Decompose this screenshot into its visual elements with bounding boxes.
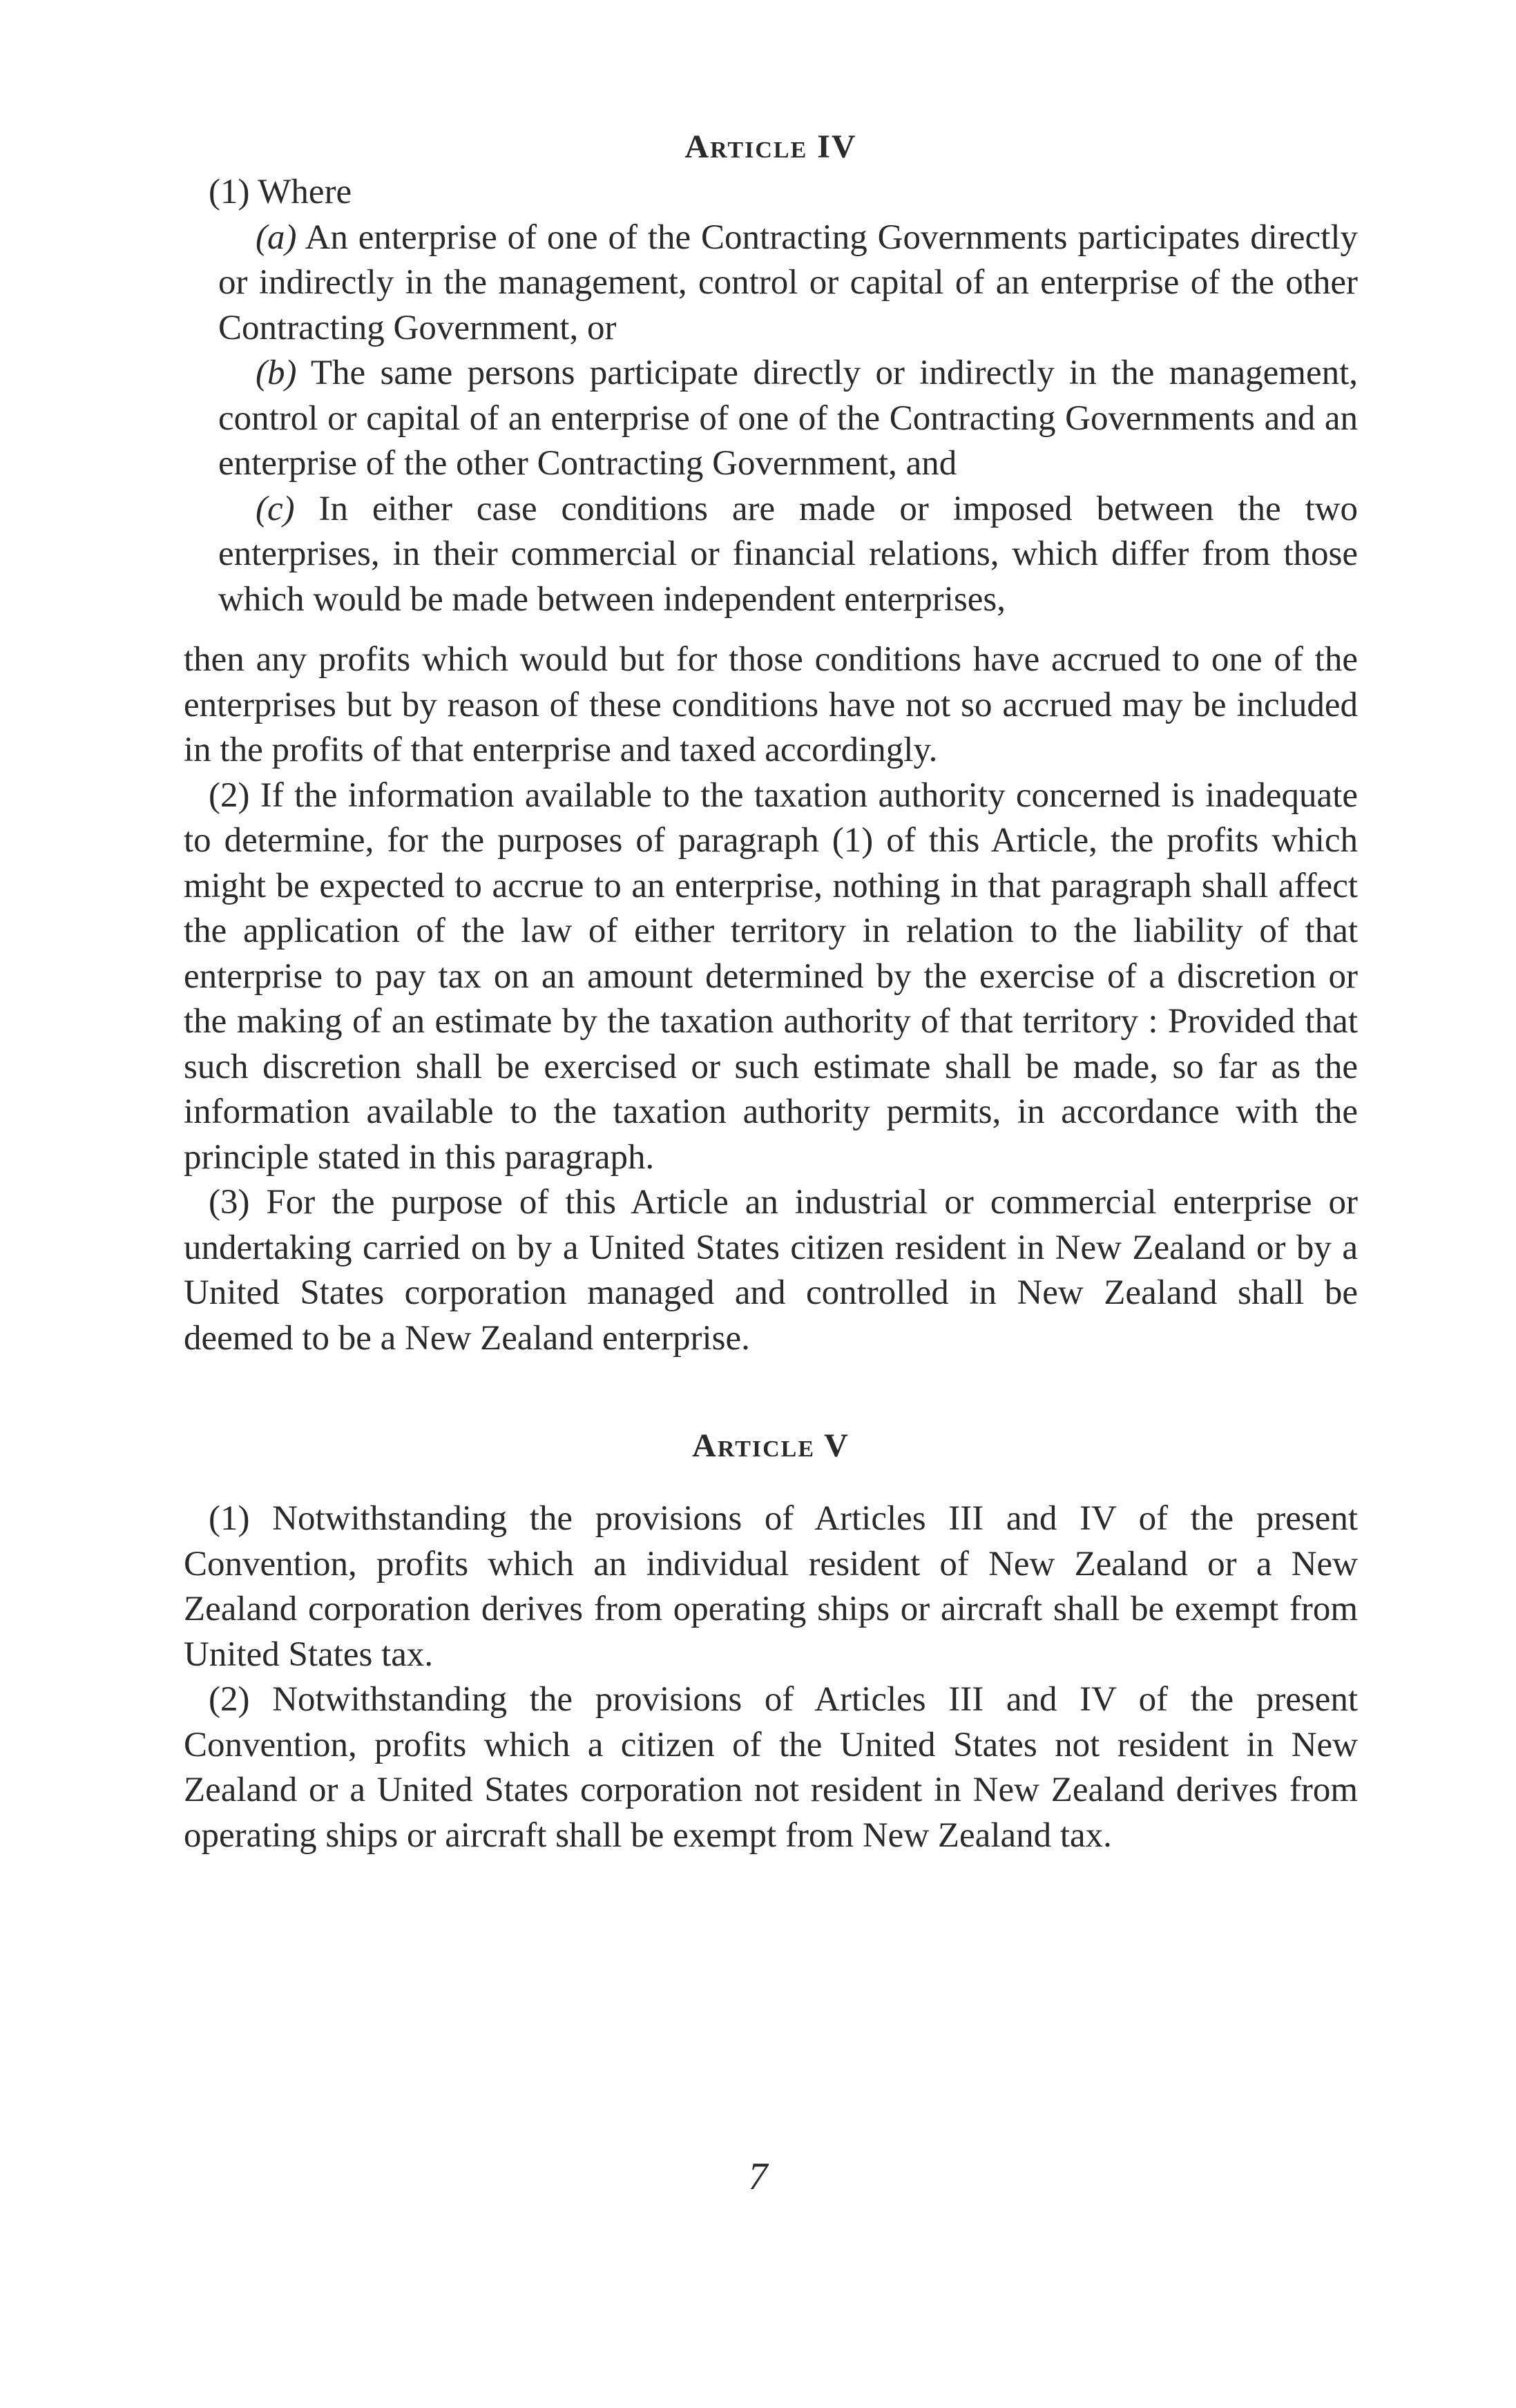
article-4-subclause-c <box>184 487 1358 623</box>
subclause-b-letter: (b) <box>256 354 297 392</box>
article-5-paragraph-2: (2) Notwithstanding the provisions of Articles III and IV of the present Convention, profits which a citizen of the United States not resident in New Zealand or a United States corporation not resident in New Zealand derives from operating ships or aircraft shall be exempt from New Zealand tax. <box>184 1680 1358 1855</box>
subclause-c-text: In either case conditions are made or imposed between the two enterprises, in their commercial or financial relations, which differ from those which would be made between independent enterprises, <box>218 489 1358 619</box>
subclause-c-letter: (c) <box>256 489 295 528</box>
article-5-heading: Article V <box>692 1427 850 1464</box>
article-4-paragraph-1-intro: (1) Where <box>209 173 352 211</box>
article-4-subclause-a <box>184 215 1358 351</box>
page-number: 7 <box>748 2155 768 2198</box>
document-page <box>184 124 1358 1858</box>
article-4-heading: Article IV <box>684 128 857 165</box>
subclause-a-text: An enterprise of one of the Contracting Governments participates directly or indirectly in the management, control or capital of an enterprise of the other Contracting Government, or <box>218 218 1358 347</box>
article-4-paragraph-2: (2) If the information available to the taxation authority concerned is inadequate to determine, for the purposes of paragraph (1) of this Article, the profits which might be expected to accrue to an enterprise, nothing in that paragraph shall affect the application of the law of either territory in relation to the liability of that enterprise to pay tax on an amount determined by the exercise of a discretion or the making of an estimate by the taxation authority of that territory : Provided that such discretion shall be exercised or such estimate shall be made, so far as the information available to the taxation authority permits, in accordance with the principle stated in this paragraph. <box>184 776 1358 1177</box>
subclause-a-letter: (a) <box>256 218 297 257</box>
subclause-b-text: The same persons participate directly or indirectly in the management, control or capital of an enterprise of one of the Contracting Governments and an enterprise of the other Contracting Government, and <box>218 354 1358 483</box>
article-4-subclause-b <box>184 351 1358 487</box>
article-4-paragraph-1-conclusion: then any profits which would but for those conditions have accrued to one of the enterprises but by reason of these conditions have not so accrued may be included in the profits of that enterprise and taxed accordingly. <box>184 640 1358 769</box>
article-5-paragraph-1: (1) Notwithstanding the provisions of Articles III and IV of the present Convention, profits which an individual resident of New Zealand or a New Zealand corporation derives from operating ships or aircraft shall be exempt from United States tax. <box>184 1499 1358 1674</box>
article-4-paragraph-3: (3) For the purpose of this Article an industrial or commercial enterprise or undertaking carried on by a United States citizen resident in New Zealand or by a United States corporation managed and controlled in New Zealand shall be deemed to be a New Zealand enterprise. <box>184 1183 1358 1358</box>
